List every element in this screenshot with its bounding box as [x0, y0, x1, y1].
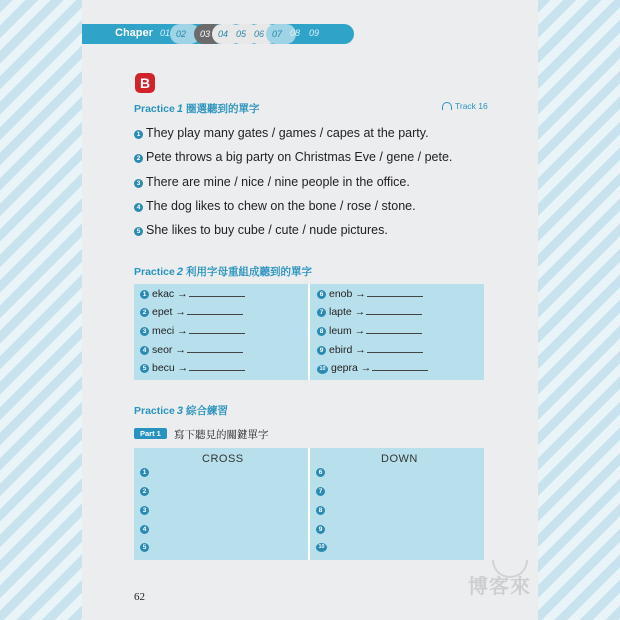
scrambled-word: ekac → [152, 288, 188, 300]
answer-blank[interactable] [366, 307, 422, 315]
chapter-num-01[interactable]: 01 [160, 28, 171, 38]
scrambled-word: ebird → [329, 344, 366, 356]
chapter-num-02[interactable]: 02 [170, 24, 200, 44]
answer-blank[interactable] [189, 289, 245, 297]
headphones-icon [442, 102, 452, 110]
scrambled-word: lapte → [329, 306, 366, 318]
sentence-text: The dog likes to chew on the bone / rose / stone. [146, 199, 416, 213]
number-circle-icon: 8 [317, 327, 326, 336]
scrambled-word: leum → [329, 325, 366, 337]
number-circle-icon: 4 [140, 525, 149, 534]
workbook-page [82, 0, 538, 620]
number-circle-icon: 3 [140, 327, 149, 336]
number-circle-icon: 8 [316, 506, 325, 515]
number-circle-icon: 6 [317, 290, 326, 299]
practice3-num: 3 [176, 405, 183, 417]
column-divider [308, 284, 310, 380]
chapter-num-03[interactable]: 03 [194, 24, 224, 44]
chapter-num-07[interactable]: 07 [266, 24, 296, 44]
audio-track[interactable] [442, 101, 488, 111]
answer-blank[interactable] [187, 307, 243, 315]
part-tag: Part 1 [134, 428, 167, 439]
left-stripe-border [0, 0, 82, 620]
number-circle-icon: 2 [140, 487, 149, 496]
page-number: 62 [134, 591, 145, 603]
scrambled-word: gepra → [331, 362, 372, 374]
scramble-box [134, 284, 484, 380]
number-circle-icon: 1 [134, 130, 143, 139]
number-circle-icon: 2 [134, 154, 143, 163]
number-circle-icon: 4 [134, 203, 143, 212]
chapter-num-04[interactable]: 04 [212, 24, 242, 44]
number-circle-icon: 1 [140, 468, 149, 477]
column-divider [308, 448, 310, 560]
number-circle-icon: 5 [140, 543, 149, 552]
track-label: Track 16 [455, 101, 488, 111]
number-circle-icon: 5 [140, 364, 149, 373]
scrambled-word: meci → [152, 325, 188, 337]
number-circle-icon: 1 [140, 290, 149, 299]
practice1-item [134, 223, 388, 237]
scrambled-word: epet → [152, 306, 186, 318]
crossword-answer-box [134, 448, 484, 560]
chapter-bar [82, 24, 354, 44]
practice3-label: Practice [134, 405, 175, 417]
sentence-text: She likes to buy cube / cute / nude pictures. [146, 223, 388, 237]
chapter-label: Chaper [115, 27, 153, 39]
scramble-item [317, 362, 428, 374]
answer-blank[interactable] [372, 363, 428, 371]
practice1-num: 1 [176, 103, 183, 115]
sentence-text: There are mine / nice / nine people in the office. [146, 175, 410, 189]
sentence-text: Pete throws a big party on Christmas Eve / gene / pete. [146, 150, 453, 164]
answer-blank[interactable] [189, 363, 245, 371]
practice1-label: Practice [134, 103, 175, 115]
number-circle-icon: 9 [317, 346, 326, 355]
practice2-heading [134, 264, 312, 279]
scramble-item [140, 288, 245, 300]
number-circle-icon: 9 [316, 525, 325, 534]
practice3-title: 綜合練習 [186, 405, 228, 417]
practice2-label: Practice [134, 266, 175, 278]
practice1-item [134, 150, 452, 164]
chapter-num-05[interactable]: 05 [230, 24, 260, 44]
sentence-text: They play many gates / games / capes at the party. [146, 126, 429, 140]
answer-blank[interactable] [366, 326, 422, 334]
scramble-item [140, 306, 243, 318]
scramble-item [140, 344, 243, 356]
right-stripe-border [538, 0, 620, 620]
chapter-num-08[interactable]: 08 [290, 28, 301, 38]
number-circle-icon: 2 [140, 308, 149, 317]
number-circle-icon: 3 [134, 179, 143, 188]
answer-blank[interactable] [367, 289, 423, 297]
scrambled-word: becu → [152, 362, 189, 374]
answer-blank[interactable] [187, 345, 243, 353]
scramble-item [317, 325, 422, 337]
section-badge: B [135, 73, 155, 93]
scramble-item [317, 306, 422, 318]
number-circle-icon: 6 [316, 468, 325, 477]
answer-blank[interactable] [367, 345, 423, 353]
across-heading: CROSS [202, 453, 244, 465]
practice1-heading [134, 101, 260, 116]
scramble-item [317, 344, 423, 356]
watermark-logo [464, 558, 536, 610]
number-circle-icon: 7 [317, 308, 326, 317]
number-circle-icon: 3 [140, 506, 149, 515]
practice1-item [134, 199, 416, 213]
scramble-item [317, 288, 423, 300]
number-circle-icon: 7 [316, 487, 325, 496]
number-circle-icon: 4 [140, 346, 149, 355]
practice1-title: 圈選聽到的單字 [186, 103, 260, 115]
number-circle-icon: 10 [316, 543, 327, 552]
down-heading: DOWN [381, 453, 418, 465]
watermark-text: 博客來 [468, 574, 531, 598]
scrambled-word: enob → [329, 288, 366, 300]
practice2-num: 2 [176, 266, 183, 278]
scramble-item [140, 362, 245, 374]
scrambled-word: seor → [152, 344, 186, 356]
chapter-num-09[interactable]: 09 [309, 28, 320, 38]
part-title: 寫下聽見的關鍵單字 [174, 429, 269, 441]
practice1-item [134, 126, 429, 140]
chapter-num-06[interactable]: 06 [248, 24, 278, 44]
practice1-item [134, 175, 410, 189]
number-circle-icon: 5 [134, 227, 143, 236]
practice2-title: 利用字母重組成聽到的單字 [186, 266, 312, 278]
scramble-item [140, 325, 245, 337]
answer-blank[interactable] [189, 326, 245, 334]
practice3-heading [134, 403, 228, 418]
number-circle-icon: 10 [317, 365, 328, 374]
